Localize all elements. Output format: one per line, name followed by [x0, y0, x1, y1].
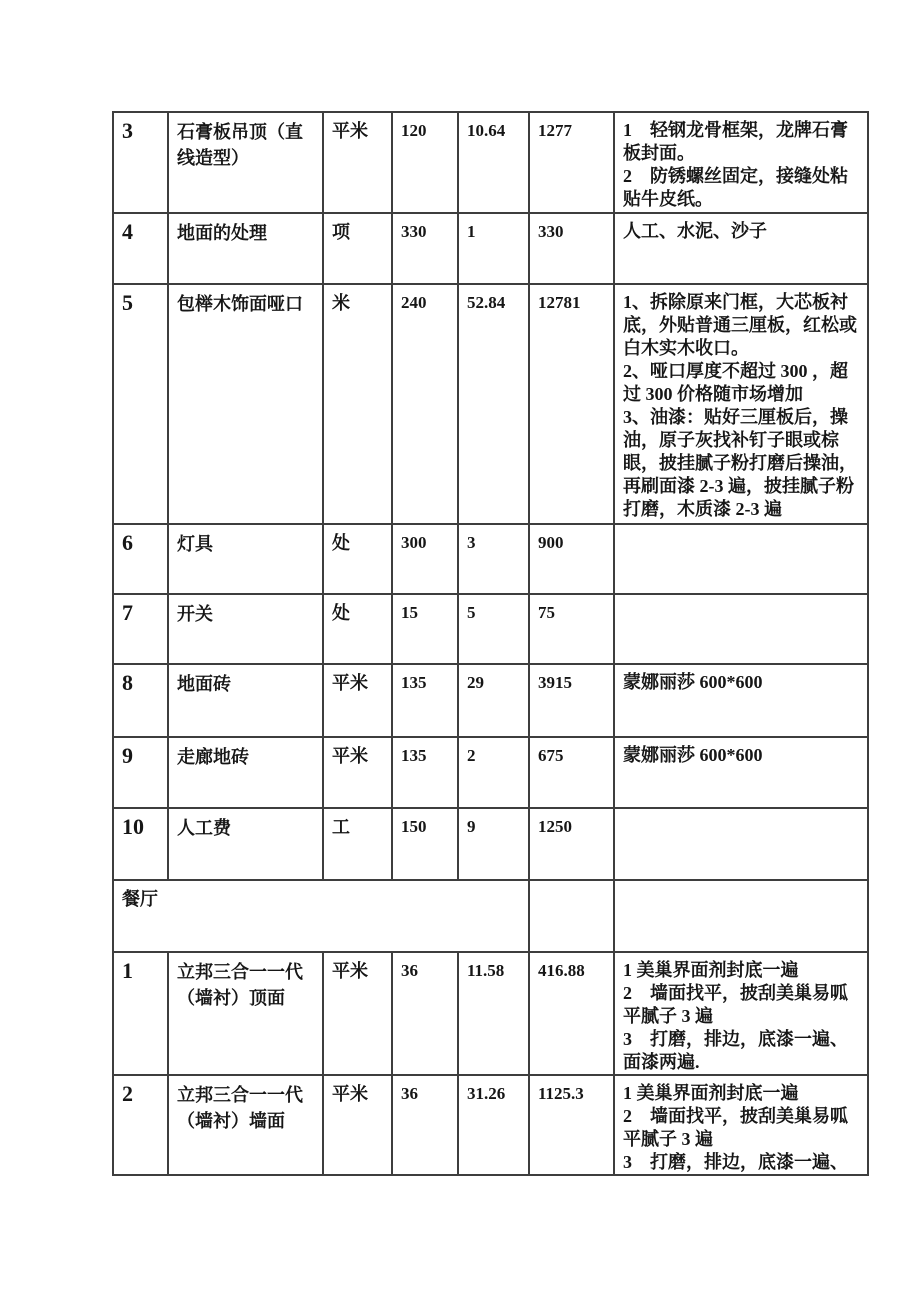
cell-unit-price — [392, 737, 458, 808]
quantity-value: 3 — [467, 533, 476, 552]
note-line: 1 美巢界面剂封底一遍 — [623, 1083, 799, 1103]
unit-value: 处 — [332, 533, 350, 553]
table-row — [113, 1075, 868, 1175]
cell-unit-price — [392, 664, 458, 737]
unit-price-value: 120 — [401, 121, 427, 140]
item-name: 石膏板吊顶（直线造型） — [177, 122, 303, 168]
table-row — [113, 112, 868, 213]
note-line: 蒙娜丽莎 600*600 — [623, 672, 763, 692]
table-row — [113, 952, 868, 1075]
cell-item-name — [168, 952, 323, 1075]
quantity-value: 31.26 — [467, 1084, 506, 1103]
unit-value: 米 — [332, 293, 350, 313]
section-label: 餐厅 — [122, 889, 158, 909]
cell-row-number — [113, 664, 168, 737]
note-line: 2、哑口厚度不超过 300 ，超过 300 价格随市场增加 — [623, 361, 848, 404]
cell-item-name — [168, 112, 323, 213]
cell-notes — [614, 1075, 868, 1175]
cell-unit-price — [392, 952, 458, 1075]
cell-total — [529, 112, 614, 213]
row-number: 6 — [122, 530, 133, 555]
cell-unit — [323, 1075, 392, 1175]
cell-notes — [614, 524, 868, 594]
quantity-value: 29 — [467, 673, 484, 692]
table-row — [113, 284, 868, 524]
total-value: 75 — [538, 603, 555, 622]
quantity-value: 10.64 — [467, 121, 506, 140]
total-value: 1250 — [538, 817, 572, 836]
total-value: 900 — [538, 533, 564, 552]
cell-unit — [323, 594, 392, 664]
pricing-table-body — [113, 112, 868, 1175]
total-value: 1277 — [538, 121, 572, 140]
cell-unit-price — [392, 284, 458, 524]
cell-quantity — [458, 112, 529, 213]
cell-total — [529, 664, 614, 737]
unit-price-value: 240 — [401, 293, 427, 312]
quantity-value: 2 — [467, 746, 476, 765]
cell-quantity — [458, 524, 529, 594]
cell-total — [529, 952, 614, 1075]
quantity-value: 9 — [467, 817, 476, 836]
unit-price-value: 135 — [401, 673, 427, 692]
row-number: 10 — [122, 814, 144, 839]
cell-unit — [323, 664, 392, 737]
table-row — [113, 213, 868, 284]
cell-total — [529, 594, 614, 664]
cell-item-name — [168, 594, 323, 664]
cell-unit — [323, 808, 392, 880]
cell-total — [529, 880, 614, 952]
cell-row-number — [113, 112, 168, 213]
cell-unit-price — [392, 1075, 458, 1175]
cell-unit — [323, 952, 392, 1075]
note-line: 蒙娜丽莎 600*600 — [623, 745, 763, 765]
cell-total — [529, 524, 614, 594]
unit-price-value: 36 — [401, 961, 418, 980]
cell-total — [529, 808, 614, 880]
pricing-table — [112, 111, 869, 1176]
unit-value: 平米 — [332, 673, 368, 693]
cell-row-number — [113, 1075, 168, 1175]
unit-price-value: 15 — [401, 603, 418, 622]
note-line: 3、油漆：贴好三厘板后，操油，原子灰找补钉子眼或棕眼，披挂腻子粉打磨后操油，再刷面漆 2-3 遍，披挂腻子粉打磨，木质漆 2-3 遍 — [623, 407, 857, 519]
item-name: 人工费 — [177, 818, 231, 838]
note-line: 人工、水泥、沙子 — [623, 221, 767, 241]
quantity-value: 5 — [467, 603, 476, 622]
total-value: 3915 — [538, 673, 572, 692]
unit-price-value: 135 — [401, 746, 427, 765]
unit-price-value: 300 — [401, 533, 427, 552]
item-name: 走廊地砖 — [177, 747, 249, 767]
table-row — [113, 808, 868, 880]
unit-value: 平米 — [332, 121, 368, 141]
unit-value: 处 — [332, 603, 350, 623]
cell-unit-price — [392, 594, 458, 664]
cell-total — [529, 284, 614, 524]
cell-notes — [614, 880, 868, 952]
cell-total — [529, 737, 614, 808]
item-name: 开关 — [177, 604, 213, 624]
total-value: 416.88 — [538, 961, 585, 980]
item-name: 地面的处理 — [177, 223, 267, 243]
cell-quantity — [458, 284, 529, 524]
cell-unit — [323, 524, 392, 594]
cell-notes — [614, 664, 868, 737]
cell-quantity — [458, 213, 529, 284]
cell-notes — [614, 737, 868, 808]
cell-quantity — [458, 664, 529, 737]
item-name: 立邦三合一一代（墙衬）顶面 — [177, 962, 303, 1008]
cell-item-name — [168, 524, 323, 594]
table-row — [113, 737, 868, 808]
cell-item-name — [168, 284, 323, 524]
cell-total — [529, 213, 614, 284]
cell-row-number — [113, 594, 168, 664]
total-value: 1125.3 — [538, 1084, 584, 1103]
cell-quantity — [458, 952, 529, 1075]
row-number: 1 — [122, 958, 133, 983]
cell-row-number — [113, 737, 168, 808]
note-line: 3 打磨，排边，底漆一遍、面漆两遍. — [623, 1029, 848, 1072]
item-name: 立邦三合一一代（墙衬）墙面 — [177, 1085, 303, 1131]
unit-price-value: 36 — [401, 1084, 418, 1103]
note-line: 1 轻钢龙骨框架，龙牌石膏板封面。 — [623, 120, 848, 163]
total-value: 12781 — [538, 293, 581, 312]
total-value: 675 — [538, 746, 564, 765]
cell-notes — [614, 808, 868, 880]
row-number: 2 — [122, 1081, 133, 1106]
table-row — [113, 664, 868, 737]
cell-row-number — [113, 213, 168, 284]
cell-unit-price — [392, 112, 458, 213]
cell-unit — [323, 112, 392, 213]
cell-item-name — [168, 808, 323, 880]
unit-value: 平米 — [332, 746, 368, 766]
cell-item-name — [168, 664, 323, 737]
cell-notes — [614, 952, 868, 1075]
row-number: 9 — [122, 743, 133, 768]
quantity-value: 52.84 — [467, 293, 506, 312]
item-name: 地面砖 — [177, 674, 231, 694]
unit-price-value: 150 — [401, 817, 427, 836]
cell-item-name — [168, 737, 323, 808]
row-number: 8 — [122, 670, 133, 695]
cell-quantity — [458, 594, 529, 664]
cell-notes — [614, 213, 868, 284]
item-name: 灯具 — [177, 534, 213, 554]
note-line: 2 墙面找平，披刮美巢易呱平腻子 3 遍 — [623, 1106, 848, 1149]
cell-row-number — [113, 524, 168, 594]
row-number: 5 — [122, 290, 133, 315]
unit-value: 项 — [332, 222, 350, 242]
cell-total — [529, 1075, 614, 1175]
table-row — [113, 524, 868, 594]
cell-row-number — [113, 284, 168, 524]
note-line: 2 墙面找平，披刮美巢易呱平腻子 3 遍 — [623, 983, 848, 1026]
unit-price-value: 330 — [401, 222, 427, 241]
cell-unit-price — [392, 213, 458, 284]
note-line: 2 防锈螺丝固定，接缝处粘贴牛皮纸。 — [623, 166, 848, 209]
cell-quantity — [458, 808, 529, 880]
row-number: 7 — [122, 600, 133, 625]
quantity-value: 11.58 — [467, 961, 505, 980]
cell-notes — [614, 284, 868, 524]
cell-notes — [614, 594, 868, 664]
row-number: 4 — [122, 219, 133, 244]
note-line: 1 美巢界面剂封底一遍 — [623, 960, 799, 980]
item-name: 包榉木饰面哑口 — [177, 294, 303, 314]
note-line: 3 打磨，排边，底漆一遍、 — [623, 1152, 848, 1172]
cell-quantity — [458, 737, 529, 808]
section-row — [113, 880, 868, 952]
unit-value: 平米 — [332, 961, 368, 981]
cell-unit — [323, 213, 392, 284]
cell-row-number — [113, 808, 168, 880]
unit-value: 平米 — [332, 1084, 368, 1104]
cell-quantity — [458, 1075, 529, 1175]
cell-unit — [323, 737, 392, 808]
cell-row-number — [113, 952, 168, 1075]
cell-unit-price — [392, 808, 458, 880]
total-value: 330 — [538, 222, 564, 241]
section-label-cell — [113, 880, 529, 952]
note-line: 1、拆除原来门框，大芯板衬底，外贴普通三厘板，红松或白木实木收口。 — [623, 292, 857, 358]
cell-unit — [323, 284, 392, 524]
cell-item-name — [168, 213, 323, 284]
cell-unit-price — [392, 524, 458, 594]
table-row — [113, 594, 868, 664]
cell-item-name — [168, 1075, 323, 1175]
quantity-value: 1 — [467, 222, 476, 241]
cell-notes — [614, 112, 868, 213]
unit-value: 工 — [332, 817, 350, 837]
row-number: 3 — [122, 118, 133, 143]
